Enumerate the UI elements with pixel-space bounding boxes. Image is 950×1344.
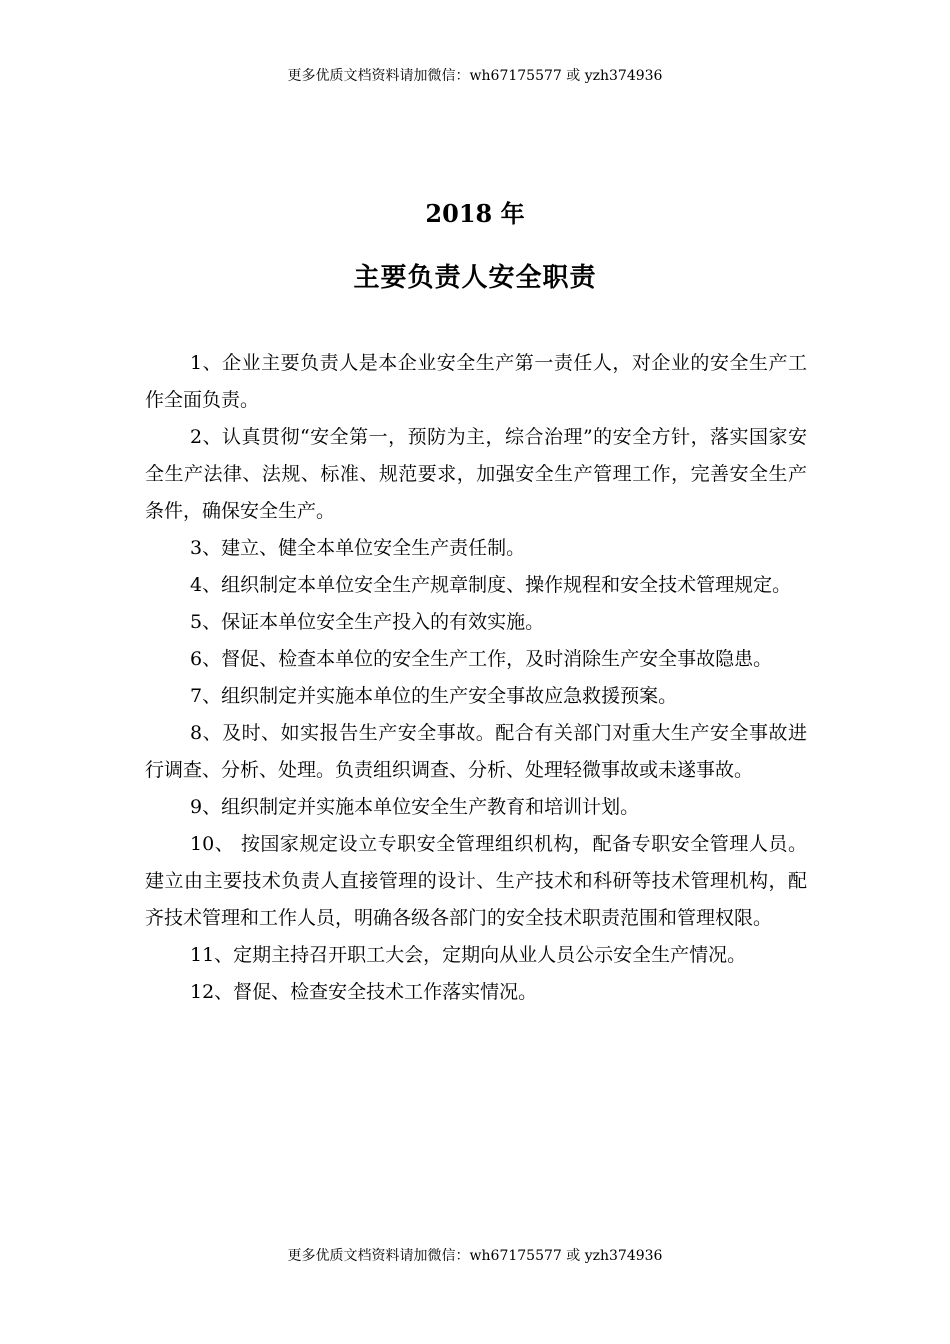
responsibility-item: 9、组织制定并实施本单位安全生产教育和培训计划。: [190, 796, 640, 818]
document-year: 2018 年: [425, 199, 525, 228]
responsibility-item: 7、组织制定并实施本单位的生产安全事故应急救援预案。: [190, 685, 678, 707]
responsibility-item: 1、企业主要负责人是本企业安全生产第一责任人，对企业的安全生产工作全面负责。: [145, 352, 807, 411]
responsibility-list: [145, 345, 807, 1011]
responsibility-item: 11、定期主持召开职工大会，定期向从业人员公示安全生产情况。: [190, 944, 747, 966]
document-title: 主要负责人安全职责: [353, 263, 597, 293]
responsibility-item: 4、组织制定本单位安全生产规章制度、操作规程和安全技术管理规定。: [190, 574, 792, 596]
responsibility-item: 8、及时、如实报告生产安全事故。配合有关部门对重大生产安全事故进行调查、分析、处理。负责组织调查、分析、处理轻微事故或未遂事故。: [145, 722, 807, 781]
responsibility-item: 12、督促、检查安全技术工作落实情况。: [190, 981, 538, 1003]
responsibility-item: 6、督促、检查本单位的安全生产工作，及时消除生产安全事故隐患。: [190, 648, 773, 670]
header-contact-note: 更多优质文档资料请加微信：wh67175577 或 yzh374936: [287, 68, 663, 84]
responsibility-item: 5、保证本单位安全生产投入的有效实施。: [190, 611, 545, 633]
responsibility-item: 3、建立、健全本单位安全生产责任制。: [190, 537, 526, 559]
responsibility-item: 10、 按国家规定设立专职安全管理组织机构，配备专职安全管理人员。建立由主要技术负责人直接管理的设计、生产技术和科研等技术管理机构，配齐技术管理和工作人员，明确各级各部门的安全技术职责范围和管理权限。: [145, 833, 807, 929]
footer-contact-note: 更多优质文档资料请加微信：wh67175577 或 yzh374936: [287, 1248, 663, 1264]
responsibility-item: 2、认真贯彻“安全第一，预防为主，综合治理”的安全方针，落实国家安全生产法律、法规、标准、规范要求，加强安全生产管理工作，完善安全生产条件，确保安全生产。: [145, 426, 807, 522]
